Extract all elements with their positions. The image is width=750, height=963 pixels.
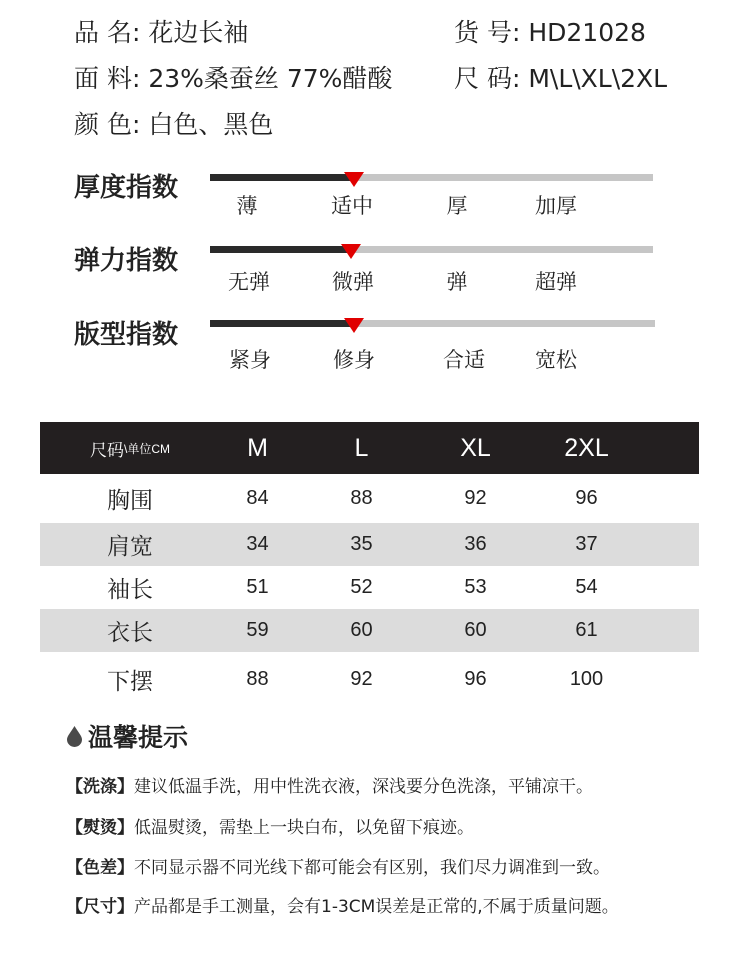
product-name-label: 品 名: — [74, 18, 141, 47]
table-cell: 52 — [350, 576, 373, 598]
table-row — [40, 523, 699, 566]
tip-text: 产品都是手工测量，会有1-3CM误差是正常的,不属于质量问题。 — [134, 897, 619, 917]
header-unit-label: \单位CM — [124, 441, 170, 456]
elasticity-level: 微弹 — [332, 270, 374, 294]
table-cell: 96 — [575, 487, 598, 509]
thickness-level: 适中 — [331, 194, 373, 218]
fit-level: 宽松 — [535, 348, 577, 372]
table-cell: 54 — [575, 576, 598, 598]
tip-tag: 【色差】 — [66, 858, 134, 878]
thickness-level: 薄 — [236, 194, 258, 218]
table-cell: 100 — [569, 667, 604, 690]
fabric-label: 面 料: — [74, 64, 141, 93]
table-cell: 92 — [350, 667, 373, 690]
elasticity-level: 弹 — [446, 270, 468, 294]
item-number-label: 货 号: — [454, 18, 521, 47]
size-table-header — [40, 422, 699, 474]
table-cell: 34 — [246, 533, 269, 555]
row-label: 下摆 — [107, 668, 153, 695]
thickness-fill — [210, 174, 354, 181]
index-scales — [0, 0, 750, 400]
elasticity-index-title: 弹力指数 — [74, 246, 179, 276]
elasticity-level: 无弹 — [228, 270, 270, 294]
fit-level: 合适 — [443, 348, 485, 372]
table-cell: 88 — [246, 667, 269, 690]
row-label: 袖长 — [107, 577, 153, 603]
thickness-level: 加厚 — [535, 194, 577, 218]
header-size: 2XL — [564, 433, 609, 462]
tip-text: 不同显示器不同光线下都可能会有区别，我们尽力调准到一致。 — [134, 858, 610, 878]
thickness-index-title: 厚度指数 — [74, 173, 179, 203]
tips-title: 温馨提示 — [88, 723, 189, 752]
item-number-value: HD21028 — [528, 18, 646, 47]
table-cell: 36 — [464, 533, 487, 555]
thickness-level: 厚 — [446, 194, 468, 218]
table-cell: 96 — [464, 667, 487, 690]
elasticity-pointer-icon — [341, 244, 361, 259]
tip-text: 低温熨烫，需垫上一块白布，以免留下痕迹。 — [134, 818, 474, 838]
tip-tag: 【熨烫】 — [66, 818, 134, 838]
water-drop-icon — [66, 725, 83, 747]
tip-item — [66, 772, 593, 797]
fit-index-title: 版型指数 — [74, 320, 179, 350]
table-cell: 60 — [350, 619, 373, 641]
tip-text: 建议低温手洗，用中性洗衣液，深浅要分色洗涤，平铺凉干。 — [134, 777, 593, 797]
row-label: 胸围 — [107, 488, 153, 514]
product-name-value: 花边长袖 — [148, 18, 249, 47]
table-cell: 61 — [575, 619, 598, 641]
fit-pointer-icon — [344, 318, 364, 333]
tip-tag: 【洗涤】 — [66, 777, 134, 797]
size-table — [40, 422, 699, 706]
header-size-label: 尺码 — [90, 440, 124, 460]
table-cell: 53 — [464, 576, 487, 598]
header-size: M — [247, 433, 268, 462]
tip-tag: 【尺寸】 — [66, 897, 134, 917]
header-size: L — [354, 433, 369, 462]
fit-level: 修身 — [333, 348, 375, 372]
tips-header — [66, 718, 188, 754]
row-label: 肩宽 — [107, 534, 153, 560]
table-row — [40, 474, 699, 523]
tip-item — [66, 813, 474, 838]
table-cell: 60 — [464, 619, 487, 641]
fit-fill — [210, 320, 354, 327]
elasticity-level: 超弹 — [535, 270, 577, 294]
table-cell: 92 — [464, 487, 487, 509]
table-cell: 37 — [575, 533, 598, 555]
table-cell: 59 — [246, 619, 269, 641]
size-label: 尺 码: — [454, 64, 521, 93]
color-label: 颜 色: — [74, 110, 141, 139]
table-row — [40, 566, 699, 609]
table-row — [40, 609, 699, 652]
elasticity-fill — [210, 246, 351, 253]
tip-item — [66, 853, 610, 878]
table-cell: 51 — [246, 576, 269, 598]
table-cell: 88 — [350, 487, 373, 509]
fit-level: 紧身 — [229, 348, 271, 372]
table-cell: 84 — [246, 487, 269, 509]
table-row — [40, 652, 699, 706]
table-cell: 35 — [350, 533, 373, 555]
header-size: XL — [460, 433, 491, 462]
header-size-unit — [40, 422, 220, 474]
thickness-pointer-icon — [344, 172, 364, 187]
tip-item — [66, 892, 619, 917]
fabric-value: 23%桑蚕丝 77%醋酸 — [148, 64, 393, 93]
row-label: 衣长 — [107, 620, 153, 646]
color-value: 白色、黑色 — [148, 110, 274, 139]
size-value: M\L\XL\2XL — [528, 64, 668, 93]
